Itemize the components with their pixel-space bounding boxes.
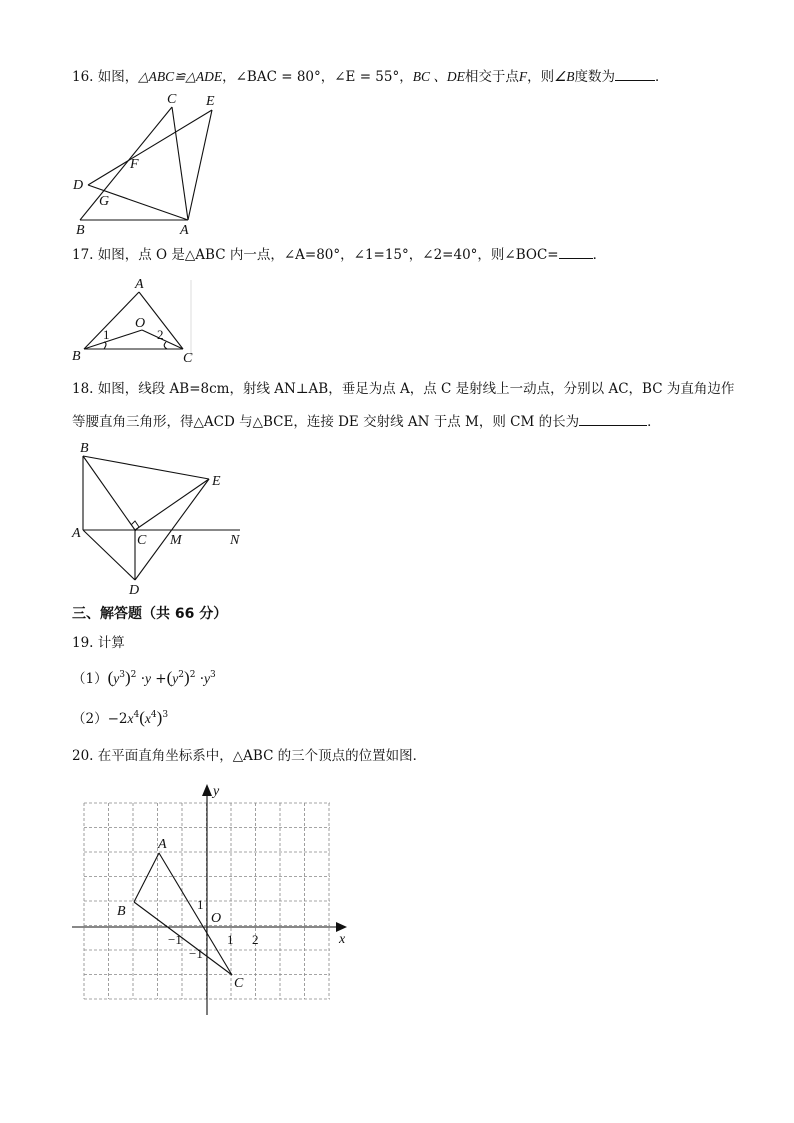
question-17-text: 17. 如图，点 O 是△ABC 内一点，∠A=80°，∠1=15°，∠2=40°，则∠BOC= ．: [72, 244, 606, 265]
q20-tick-x-2: 2: [252, 932, 259, 947]
question-18-line-1: 18. 如图，线段 AB=8cm，射线 AN⊥AB，垂足为点 A，点 C 是射线上一动点，分别以 AC，BC 为直角边作: [72, 381, 735, 397]
q17-label-a: A: [135, 277, 144, 292]
q18-label-a: A: [72, 526, 81, 541]
q20-point-b-label: B: [117, 904, 126, 919]
q20-tick-x-1: 1: [227, 932, 234, 947]
q18-label-c: C: [137, 533, 147, 548]
q20-axis-x-label: x: [339, 932, 346, 947]
q17-label-c: C: [183, 351, 193, 366]
q20-point-c-label: C: [234, 976, 244, 991]
q16-label-d: D: [73, 178, 84, 193]
section-3-heading: 三、解答题（共 66 分）: [72, 606, 228, 622]
q16-label-e: E: [206, 94, 215, 109]
answer-blank-16[interactable]: [615, 66, 655, 81]
question-16-text: 16. 如图，△ABC≌△ADE，∠BAC = 80°，∠E = 55°，BC 、DE相交于点F，则∠B度数为 ．: [72, 66, 668, 87]
q20-axis-y-label: y: [213, 784, 220, 799]
q20-tick-y-1: 1: [197, 897, 204, 912]
q20-point-a-label: A: [158, 837, 167, 852]
q16-label-a: A: [180, 223, 189, 238]
question-20-text: 20. 在平面直角坐标系中，△ABC 的三个顶点的位置如图．: [72, 748, 427, 764]
q20-tick-x-neg1: −1: [168, 932, 182, 947]
answer-blank-17[interactable]: [559, 244, 593, 259]
q18-label-e: E: [212, 474, 221, 489]
question-19-part-1: $(1)(y^3)^2 \cdot y +(y^2)^2 \cdot y^3$: [72, 668, 216, 687]
q18-label-m: M: [170, 533, 182, 548]
q16-label-c: C: [167, 92, 177, 107]
answer-blank-18[interactable]: [579, 411, 647, 426]
q17-label-angle-2: 2: [157, 327, 164, 342]
question-18-line-2: 等腰直角三角形，得△ACD 与△BCE，连接 DE 交射线 AN 于点 M，则 CM 的长为 ．: [72, 411, 661, 432]
q17-label-angle-1: 1: [103, 327, 110, 342]
q17-label-o: O: [135, 316, 146, 331]
q18-label-d: D: [129, 583, 140, 598]
q16-label-b: B: [76, 223, 85, 238]
q18-label-n: N: [230, 533, 240, 548]
question-19-part-2: $(2)-2x^4(x^4)^3$: [72, 708, 169, 727]
q16-label-g: G: [99, 194, 110, 209]
q20-tick-y-neg1: −1: [189, 946, 203, 961]
q20-origin-label: O: [211, 911, 222, 926]
q16-label-f: F: [130, 157, 139, 172]
q17-label-b: B: [72, 349, 81, 364]
question-19-title: 19. 计算: [72, 635, 125, 651]
q18-label-b: B: [80, 441, 89, 456]
